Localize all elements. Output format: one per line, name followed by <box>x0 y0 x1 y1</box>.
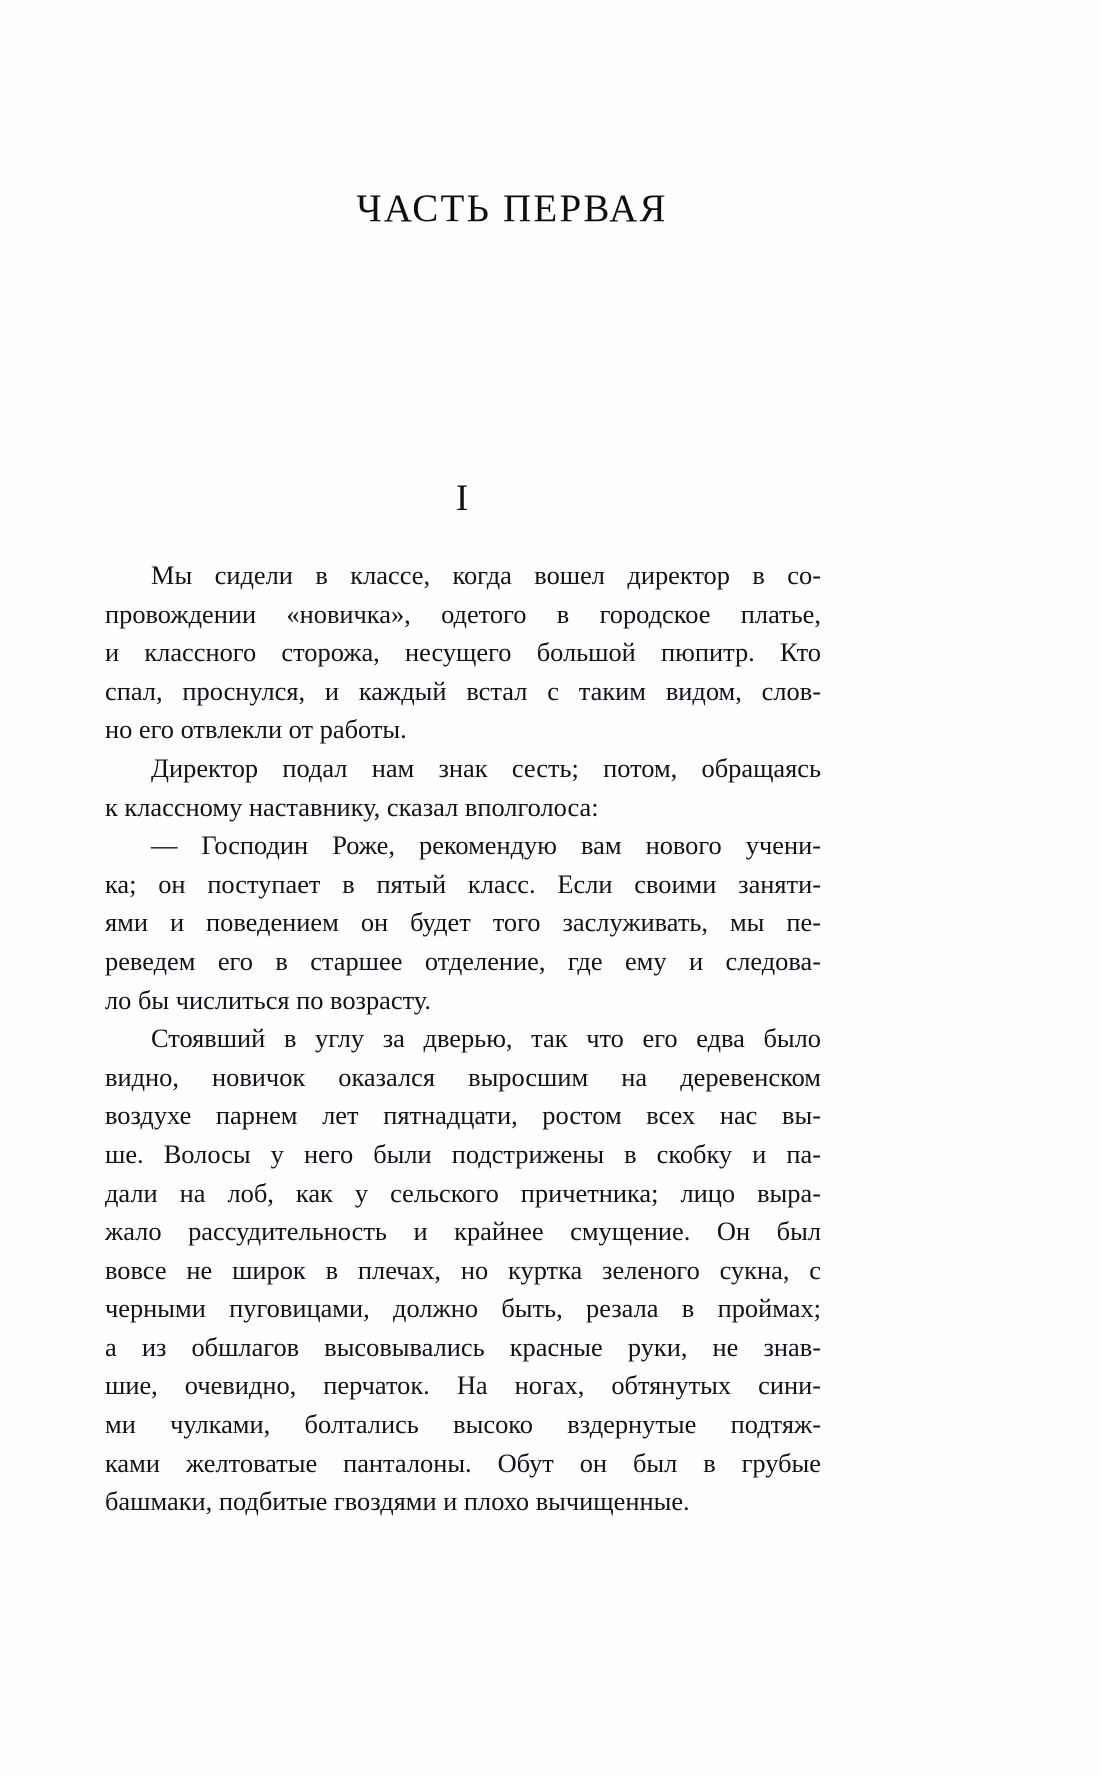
text-line: но его отвлекли от работы. <box>105 714 407 745</box>
paragraph-4 <box>105 1019 821 1521</box>
text-line: Стоявший в углу за дверью, так что его едва было <box>151 1023 821 1054</box>
paragraph-3 <box>105 826 821 1019</box>
page-title: ЧАСТЬ ПЕРВАЯ <box>356 187 668 230</box>
text-line: ка; он поступает в пятый класс. Если своими заняти- <box>105 868 821 899</box>
text-line: ми чулками, болтались высоко вздернутые подтяж- <box>105 1409 821 1440</box>
text-line: дали на лоб, как у сельского причетника; лицо выра- <box>105 1177 821 1208</box>
text-line: Мы сидели в классе, когда вошел директор в со- <box>151 560 821 590</box>
text-line: воздухе парнем лет пятнадцати, ростом всех нас вы- <box>105 1100 821 1131</box>
body-text-column <box>105 556 821 1521</box>
paragraph-2 <box>105 749 821 826</box>
text-line: вовсе не широк в плечах, но куртка зеленого сукна, с <box>105 1254 821 1285</box>
text-line: видно, новичок оказался выросшим на деревенском <box>105 1061 821 1092</box>
text-line: черными пуговицами, должно быть, резала в проймах; <box>105 1293 821 1324</box>
paragraph-1 <box>105 556 821 749</box>
text-line: ше. Волосы у него были подстрижены в скобку и па- <box>105 1138 821 1169</box>
text-line: ями и поведением он будет того заслуживать, мы пе- <box>105 907 821 938</box>
text-line: шие, очевидно, перчаток. На ногах, обтянутых сини- <box>105 1370 821 1401</box>
text-line: реведем его в старшее отделение, где ему и следова- <box>105 945 821 976</box>
text-line: башмаки, подбитые гвоздями и плохо вычищенные. <box>105 1486 690 1517</box>
text-line: жало рассудительность и крайнее смущение. Он был <box>105 1216 821 1247</box>
text-line: а из обшлагов высовывались красные руки, не знав- <box>105 1331 821 1362</box>
text-line: ками желтоватые панталоны. Обут он был в грубые <box>105 1447 821 1478</box>
text-line: к классному наставнику, сказал вполголоса: <box>105 791 599 822</box>
text-line: и классного сторожа, несущего большой пюпитр. Кто <box>105 637 821 668</box>
text-line: Директор подал нам знак сесть; потом, обращаясь <box>151 752 821 783</box>
text-line: провождении «новичка», одетого в городское платье, <box>105 598 821 629</box>
text-line: — Господин Роже, рекомендую вам нового учени- <box>151 830 821 861</box>
chapter-numeral: I <box>455 478 469 519</box>
text-line: ло бы числиться по возрасту. <box>105 984 431 1015</box>
text-line: спал, проснулся, и каждый встал с таким видом, слов- <box>105 675 821 706</box>
